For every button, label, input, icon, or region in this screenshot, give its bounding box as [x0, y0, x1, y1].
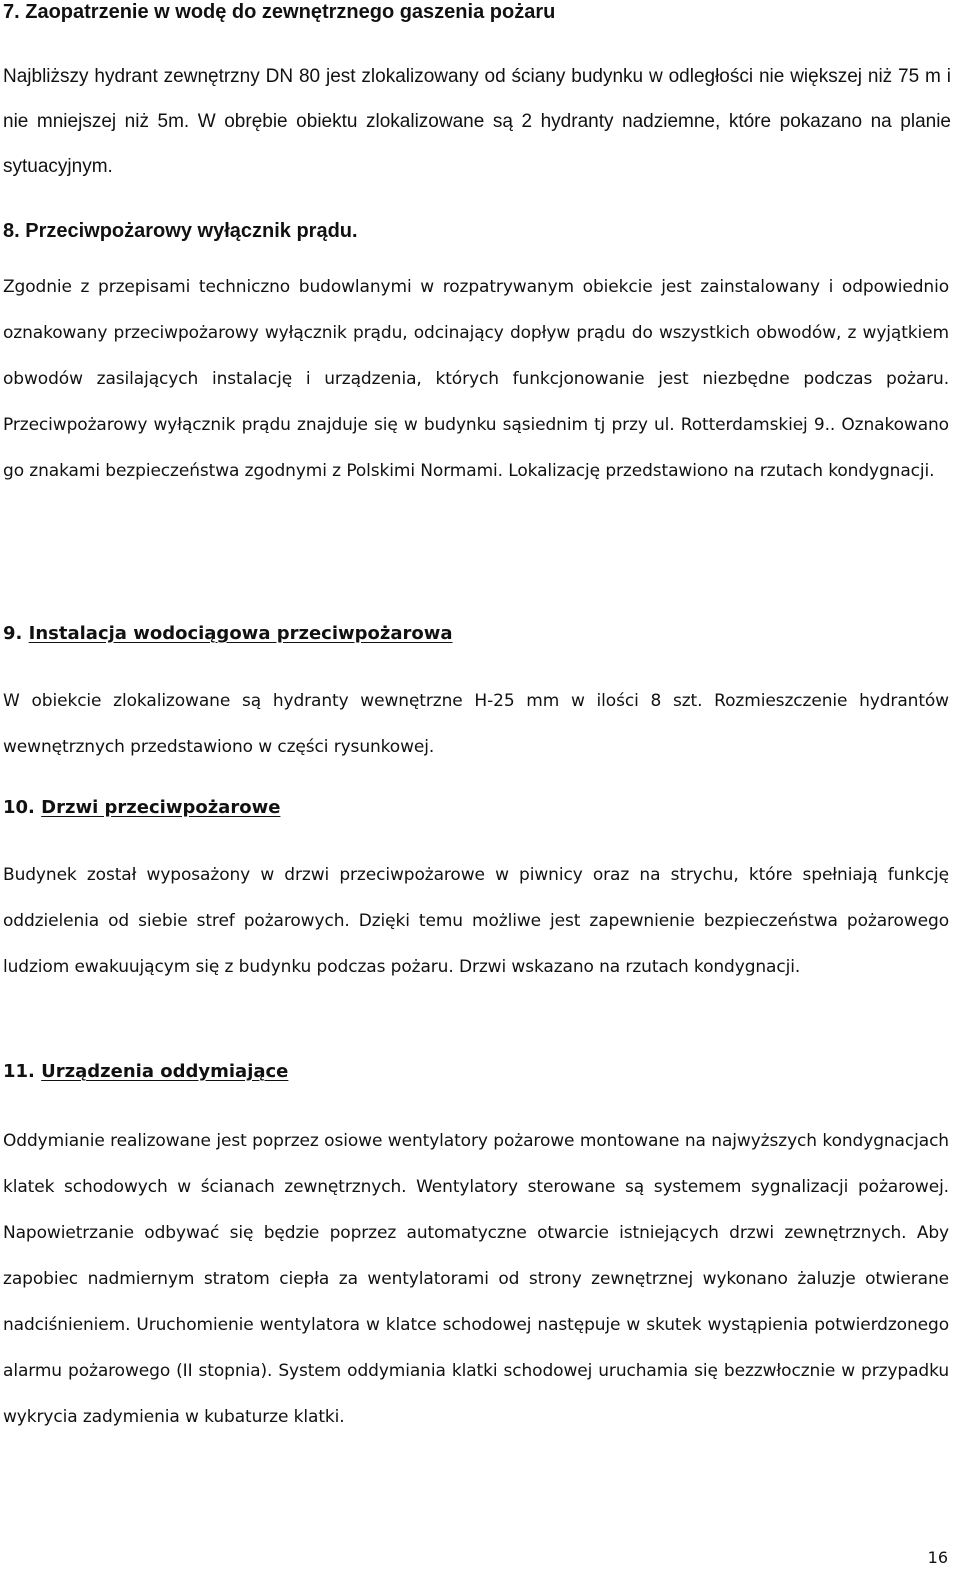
section-11-paragraph: Oddymianie realizowane jest poprzez osiowe wentylatory pożarowe montowane na najwyższych kondygnacjach klatek schodowych w ścianach zewnętrznych. Wentylatory sterowane są systemem sygnalizacji pożarowej. Napowietrzanie odbywać się będzie poprzez automatyczne otwarcie istniejących drzwi zewnętrznych. Aby zapobiec nadmiernym stratom ciepła za wentylatorami od strony zewnętrznej wykonano żaluzje otwierane nadciśnieniem. Uruchomienie wentylatora w klatce schodowej następuje w skutek wystąpienia potwierdzonego alarmu pożarowego (II stopnia). System oddymiania klatki schodowej uruchamia się bezzwłocznie w przypadku wykrycia zadymienia w kubaturze klatki.: [3, 1131, 949, 1427]
section-8-paragraph: Zgodnie z przepisami techniczno budowlanymi w rozpatrywanym obiekcie jest zainstalowany i odpowiednio oznakowany przeciwpożarowy wyłącznik prądu, odcinający dopływ prądu do wszystkich obwodów, z wyjątkiem obwodów zasilających instalację i urządzenia, których funkcjonowanie jest niezbędne podczas pożaru. Przeciwpożarowy wyłącznik prądu znajduje się w budynku sąsiednim tj przy ul. Rotterdamskiej 9.. Oznakowano go znakami bezpieczeństwa zgodnymi z Polskimi Normami. Lokalizację przedstawiono na rzutach kondygnacji.: [3, 277, 949, 481]
section-11-title: Urządzenia oddymiające: [41, 1061, 289, 1082]
section-7-heading: 7. Zaopatrzenie w wodę do zewnętrznego gaszenia pożaru: [3, 1, 556, 23]
section-11: [3, 1060, 949, 1440]
section-7: [3, 0, 951, 189]
section-9-heading: [3, 622, 949, 646]
section-8-heading: 8. Przeciwpożarowy wyłącznik prądu.: [3, 220, 358, 242]
section-11-number: 11.: [3, 1061, 35, 1082]
section-9-paragraph: W obiekcie zlokalizowane są hydranty wewnętrzne H-25 mm w ilości 8 szt. Rozmieszczenie hydrantów wewnętrznych przedstawiono w części rysunkowej.: [3, 691, 949, 757]
section-9-title: Instalacja wodociągowa przeciwpożarowa: [28, 623, 453, 644]
section-10: [3, 796, 949, 990]
section-9-number: 9.: [3, 623, 23, 644]
section-10-heading: [3, 796, 949, 820]
page-number: 16: [927, 1548, 948, 1567]
section-7-paragraph: Najbliższy hydrant zewnętrzny DN 80 jest zlokalizowany od ściany budynku w odległości nie większej niż 75 m i nie mniejszej niż 5m. W obrębie obiektu zlokalizowane są 2 hydranty nadziemne, które pokazano na planie sytuacyjnym.: [3, 66, 951, 177]
section-9: [3, 622, 949, 770]
section-10-title: Drzwi przeciwpożarowe: [41, 797, 281, 818]
section-10-number: 10.: [3, 797, 35, 818]
section-10-paragraph: Budynek został wyposażony w drzwi przeciwpożarowe w piwnicy oraz na strychu, które spełniają funkcję oddzielenia od siebie stref pożarowych. Dzięki temu możliwe jest zapewnienie bezpieczeństwa pożarowego ludziom ewakuującym się z budynku podczas pożaru. Drzwi wskazano na rzutach kondygnacji.: [3, 865, 949, 977]
section-11-heading: [3, 1060, 949, 1084]
section-8: [3, 264, 949, 494]
